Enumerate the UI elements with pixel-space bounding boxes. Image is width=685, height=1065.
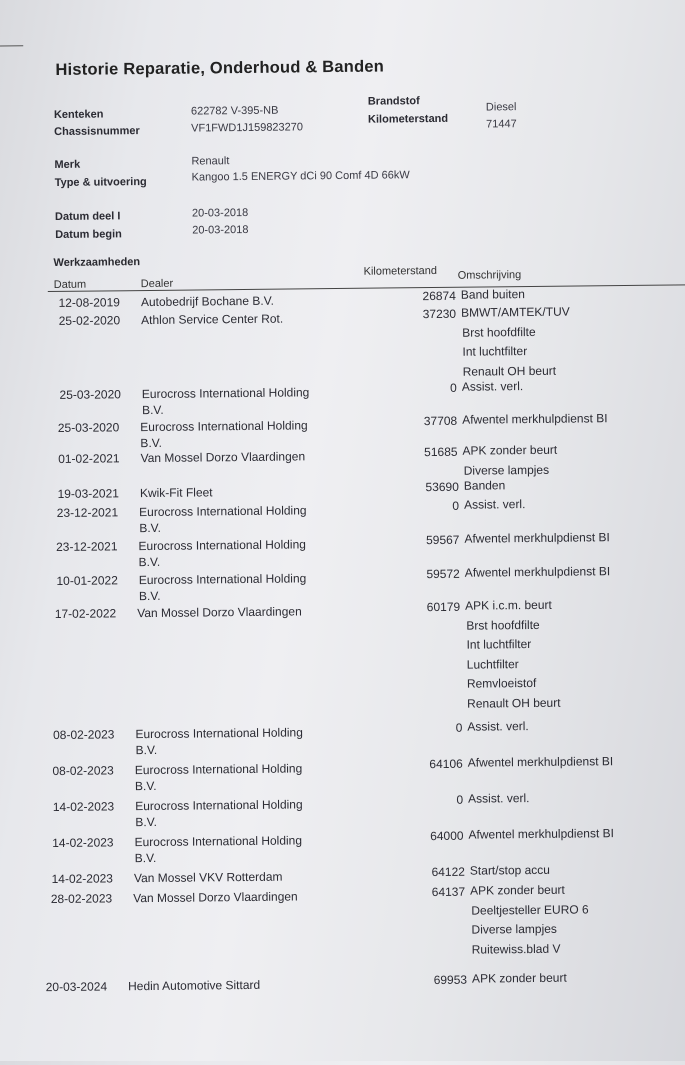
row-dealer-line: Athlon Service Center Rot. xyxy=(141,311,284,328)
row-date: 23-12-2021 xyxy=(56,539,118,554)
row-omschrijving xyxy=(462,441,557,481)
table-row xyxy=(0,564,681,604)
row-dealer xyxy=(128,977,260,994)
row-kilometerstand: 53690 xyxy=(425,479,459,495)
row-omschrijving-line: Banden xyxy=(463,478,506,493)
header-datum: Datum xyxy=(53,278,87,291)
row-omschrijving-line: Assist. verl. xyxy=(468,791,530,806)
row-dealer-line: Eurocross International Holding xyxy=(134,833,303,850)
row-date: 25-03-2020 xyxy=(59,387,121,402)
chassisnummer-value: VF1FWD1J159823270 xyxy=(191,121,304,135)
row-dealer xyxy=(135,724,303,758)
row-dealer-line: B.V. xyxy=(139,520,161,536)
row-omschrijving xyxy=(467,717,529,737)
row-dealer xyxy=(140,484,213,501)
row-omschrijving-line: Brst hoofdfilte xyxy=(466,617,540,633)
chassisnummer-label: Chassisnummer xyxy=(54,125,140,138)
row-date: 23-12-2021 xyxy=(56,505,119,520)
row-dealer-line: Eurocross International Holding xyxy=(138,571,307,588)
merk-label: Merk xyxy=(54,158,81,171)
row-date: 19-03-2021 xyxy=(57,486,119,501)
row-date: 20-03-2024 xyxy=(45,979,108,995)
row-omschrijving-line: Afwentel merkhulpdienst BI xyxy=(464,564,611,580)
table-row xyxy=(0,754,677,794)
row-omschrijving xyxy=(464,495,526,515)
row-dealer-line: B.V. xyxy=(134,778,157,794)
row-omschrijving-line: BMWT/AMTEK/TUV xyxy=(460,304,570,320)
merk-value: Renault xyxy=(191,155,230,168)
row-omschrijving xyxy=(464,528,610,549)
row-kilometerstand: 0 xyxy=(450,380,457,395)
datum-deel-1-value: 20-03-2018 xyxy=(191,206,249,220)
brandstof-label: Brandstof xyxy=(367,95,420,108)
werkzaamheden-title: Werkzaamheden xyxy=(53,256,141,269)
row-dealer-line: Van Mossel Dorzo Vlaardingen xyxy=(137,604,302,621)
row-kilometerstand: 0 xyxy=(456,792,464,807)
row-date: 08-02-2023 xyxy=(52,763,114,779)
row-omschrijving xyxy=(468,752,614,773)
row-omschrijving-line: Int luchtfilter xyxy=(462,344,528,359)
row-kilometerstand: 60179 xyxy=(426,599,461,615)
row-omschrijving xyxy=(465,562,611,583)
row-dealer-line: B.V. xyxy=(134,850,157,866)
kenteken-label: Kenteken xyxy=(53,108,104,121)
row-dealer xyxy=(142,384,310,418)
row-dealer-line: Eurocross International Holding xyxy=(140,418,308,435)
row-dealer-line: B.V. xyxy=(140,435,163,451)
row-dealer-line: Van Mossel VKV Rotterdam xyxy=(133,869,283,886)
row-kilometerstand: 59567 xyxy=(425,532,460,548)
row-omschrijving-line: Deeltjesteller EURO 6 xyxy=(471,901,589,918)
row-omschrijving-line: Afwentel merkhulpdienst BI xyxy=(464,530,610,546)
row-kilometerstand: 64122 xyxy=(431,864,465,880)
row-omschrijving-line: Afwentel merkhulpdienst BI xyxy=(462,411,608,427)
table-row xyxy=(0,597,679,711)
table-row xyxy=(0,478,682,501)
row-dealer-line: Eurocross International Holding xyxy=(135,797,303,814)
row-omschrijving xyxy=(465,596,561,714)
row-omschrijving-line: Assist. verl. xyxy=(461,379,524,394)
row-dealer xyxy=(134,832,302,866)
row-kilometerstand: 59572 xyxy=(426,566,460,582)
row-date: 14-02-2023 xyxy=(52,799,115,815)
row-omschrijving-line: Assist. verl. xyxy=(467,719,529,734)
row-dealer xyxy=(137,603,302,621)
row-omschrijving-line: Renault OH beurt xyxy=(462,363,557,379)
type-label: Type & uitvoering xyxy=(54,176,147,189)
row-dealer xyxy=(139,570,307,604)
row-omschrijving xyxy=(468,824,614,845)
row-kilometerstand: 37708 xyxy=(423,413,458,429)
row-dealer-line: B.V. xyxy=(141,402,164,418)
row-omschrijving-line: Remvloeistof xyxy=(466,675,537,691)
header-kilometerstand: Kilometerstand xyxy=(363,264,438,278)
row-kilometerstand: 64137 xyxy=(431,884,466,900)
row-date: 25-02-2020 xyxy=(58,313,121,328)
row-omschrijving-line: APK zonder beurt xyxy=(471,970,567,986)
row-date: 01-02-2021 xyxy=(58,451,120,466)
brandstof-value: Diesel xyxy=(485,101,517,114)
table-row xyxy=(0,826,676,866)
table-row xyxy=(0,882,675,957)
row-date: 14-02-2023 xyxy=(52,835,114,851)
row-dealer xyxy=(135,796,303,830)
row-omschrijving-line: Renault OH beurt xyxy=(467,695,561,711)
row-dealer xyxy=(140,417,308,451)
row-dealer xyxy=(135,760,303,794)
row-dealer-line: Autobedrijf Bochane B.V. xyxy=(140,293,274,310)
row-kilometerstand: 64106 xyxy=(429,756,463,772)
row-omschrijving-line: APK zonder beurt xyxy=(470,882,565,898)
row-dealer-line: Eurocross International Holding xyxy=(138,537,306,554)
row-dealer-line: Eurocross International Holding xyxy=(134,761,303,778)
datum-begin-label: Datum begin xyxy=(55,228,122,241)
row-dealer xyxy=(141,311,283,328)
row-omschrijving-line: Start/stop accu xyxy=(469,862,551,878)
table-row xyxy=(0,791,677,830)
datum-deel-1-label: Datum deel I xyxy=(54,210,121,223)
row-dealer-line: Hedin Automotive Sittard xyxy=(128,977,261,994)
kilometerstand-value: 71447 xyxy=(486,118,517,131)
row-date: 28-02-2023 xyxy=(50,891,113,907)
row-omschrijving-line: Ruitewiss.blad V xyxy=(471,941,561,957)
row-kilometerstand: 26874 xyxy=(422,288,456,304)
row-date: 25-03-2020 xyxy=(57,420,120,435)
row-dealer-line: Kwik-Fit Fleet xyxy=(139,485,213,501)
row-omschrijving-line: APK zonder beurt xyxy=(462,442,558,458)
row-dealer-line: B.V. xyxy=(138,588,161,604)
row-omschrijving-line: Int luchtfilter xyxy=(466,637,532,652)
row-dealer-line: Van Mossel Dorzo Vlaardingen xyxy=(140,449,306,466)
row-dealer-line: Eurocross International Holding xyxy=(139,503,307,520)
row-kilometerstand: 51685 xyxy=(424,444,458,460)
table-row xyxy=(0,970,670,995)
row-omschrijving xyxy=(470,861,550,881)
table-row xyxy=(0,862,676,887)
row-kilometerstand: 37230 xyxy=(422,306,457,322)
row-date: 10-01-2022 xyxy=(56,573,118,588)
row-omschrijving-line: Assist. verl. xyxy=(463,497,526,512)
row-omschrijving xyxy=(470,880,589,959)
row-dealer xyxy=(140,448,305,466)
fold-mark xyxy=(0,45,23,46)
row-kilometerstand: 0 xyxy=(455,720,463,735)
kenteken-value: 622782 V-395-NB xyxy=(190,104,279,118)
row-dealer xyxy=(134,869,283,887)
row-kilometerstand: 0 xyxy=(452,498,460,513)
table-row xyxy=(0,497,681,536)
row-dealer-line: Eurocross International Holding xyxy=(135,725,303,742)
row-dealer-line: B.V. xyxy=(135,742,158,758)
header-omschrijving: Omschrijving xyxy=(457,269,522,282)
row-omschrijving xyxy=(472,969,567,989)
table-row xyxy=(0,719,677,758)
row-kilometerstand: 69953 xyxy=(433,972,468,988)
row-kilometerstand: 64000 xyxy=(430,828,464,844)
row-dealer-line: B.V. xyxy=(138,554,161,570)
header-dealer: Dealer xyxy=(140,277,174,291)
row-omschrijving-line: Afwentel merkhulpdienst BI xyxy=(467,754,614,770)
row-date: 14-02-2023 xyxy=(51,871,114,887)
row-dealer xyxy=(138,536,306,570)
document-title: Historie Reparatie, Onderhoud & Banden xyxy=(55,57,385,79)
row-omschrijving xyxy=(464,476,506,496)
row-omschrijving-line: Band buiten xyxy=(460,287,525,302)
type-value: Kangoo 1.5 ENERGY dCi 90 Comf 4D 66kW xyxy=(191,169,410,184)
row-dealer-line: Van Mossel Dorzo Vlaardingen xyxy=(133,889,298,906)
row-dealer xyxy=(141,293,274,310)
row-omschrijving-line: Diverse lampjes xyxy=(471,921,557,937)
row-dealer xyxy=(133,888,298,906)
row-omschrijving-line: Brst hoofdfilte xyxy=(462,324,536,340)
row-dealer xyxy=(139,502,307,536)
table-row xyxy=(0,530,680,570)
table-row xyxy=(0,379,684,418)
row-omschrijving xyxy=(462,377,524,397)
row-date: 08-02-2023 xyxy=(52,727,115,743)
row-omschrijving-line: Luchtfilter xyxy=(466,656,519,672)
datum-begin-value: 20-03-2018 xyxy=(192,223,249,237)
row-date: 12-08-2019 xyxy=(58,295,120,310)
row-dealer-line: Eurocross International Holding xyxy=(141,385,310,402)
row-date: 17-02-2022 xyxy=(54,606,117,621)
row-omschrijving xyxy=(461,303,570,382)
row-omschrijving-line: APK i.c.m. beurt xyxy=(465,597,552,613)
kilometerstand-label: Kilometerstand xyxy=(367,112,449,126)
row-omschrijving xyxy=(462,409,608,430)
row-omschrijving-line: Afwentel merkhulpdienst BI xyxy=(468,826,614,842)
row-omschrijving xyxy=(468,789,530,809)
row-dealer-line: B.V. xyxy=(135,814,158,830)
row-omschrijving-line: Diverse lampjes xyxy=(463,462,550,478)
